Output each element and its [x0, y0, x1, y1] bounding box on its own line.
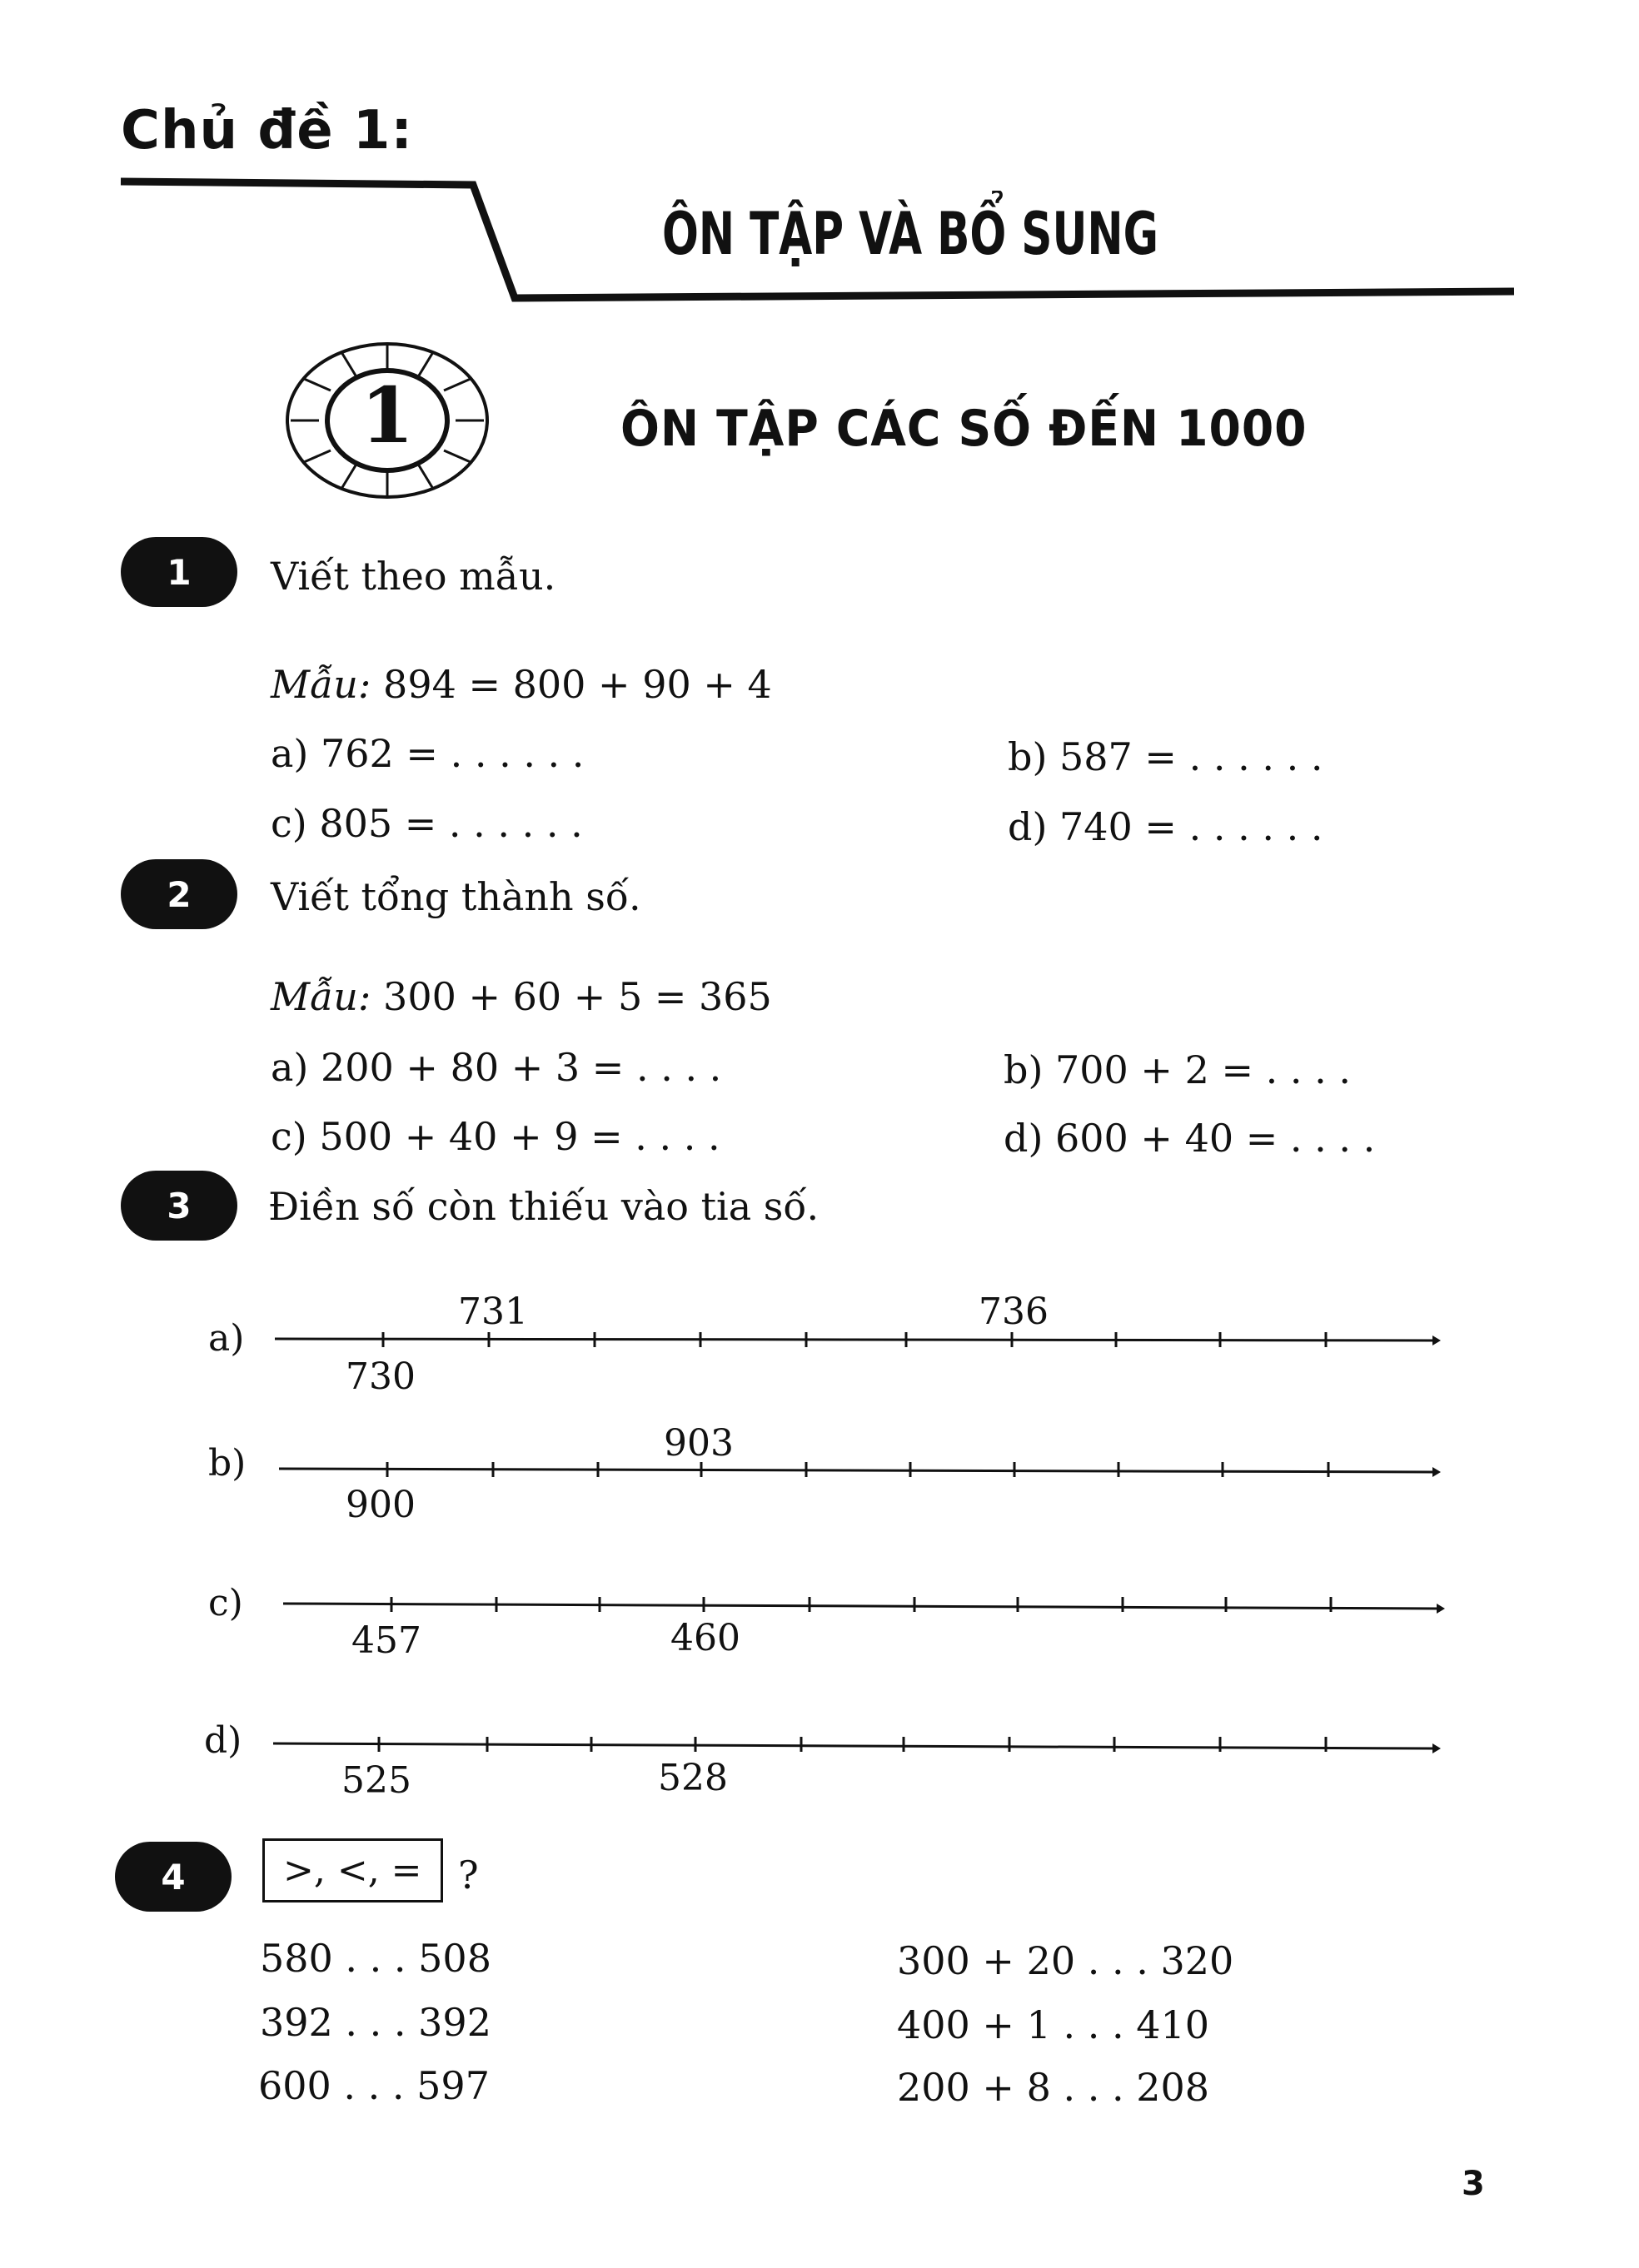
- exercise-2-instruction: Viết tổng thành số.: [271, 874, 641, 919]
- number-line-a-bottom-1: 730: [346, 1355, 416, 1398]
- exercise-1-item-a: a) 762 = . . . . . .: [271, 731, 585, 776]
- comparison-left-3: 600 . . . 597: [258, 2063, 490, 2108]
- exercise-1-instruction: Viết theo mẫu.: [271, 554, 556, 599]
- number-line-b-label: b): [208, 1442, 247, 1485]
- exercise-1-item-b: b) 587 = . . . . . .: [1008, 734, 1323, 779]
- example-label: Mẫu:: [271, 662, 371, 707]
- header-divider: [0, 0, 1639, 333]
- comparison-left-1: 580 . . . 508: [260, 1936, 491, 1981]
- exercise-1-item-d: d) 740 = . . . . . .: [1008, 804, 1323, 849]
- number-line-a-top-2: 736: [979, 1291, 1049, 1333]
- exercise-4-badge: 4: [115, 1842, 232, 1912]
- comparison-right-2: 400 + 1 . . . 410: [897, 2002, 1210, 2047]
- exercise-2-item-d: d) 600 + 40 = . . . .: [1004, 1116, 1376, 1161]
- comparison-right-3: 200 + 8 . . . 208: [897, 2065, 1210, 2110]
- number-line-a-top-1: 731: [458, 1291, 528, 1333]
- comparison-right-1: 300 + 20 . . . 320: [897, 1938, 1234, 1983]
- number-line-a-label: a): [208, 1317, 245, 1360]
- page-number: 3: [1462, 2165, 1485, 2203]
- number-line-b: [0, 1447, 1639, 1497]
- chapter-title: ÔN TẬP VÀ BỔ SUNG: [662, 200, 1159, 268]
- example-text: 300 + 60 + 5 = 365: [383, 974, 772, 1019]
- exercise-2-item-a: a) 200 + 80 + 3 = . . . .: [271, 1045, 722, 1090]
- exercise-3-badge: 3: [121, 1171, 237, 1241]
- exercise-2-item-b: b) 700 + 2 = . . . .: [1004, 1047, 1352, 1092]
- number-line-b-bottom-1: 900: [346, 1484, 416, 1526]
- lesson-number: 1: [360, 371, 414, 460]
- number-line-d: [0, 1722, 1639, 1772]
- question-mark: ?: [458, 1853, 479, 1897]
- lesson-title: ÔN TẬP CÁC SỐ ĐẾN 1000: [620, 400, 1308, 458]
- exercise-1-badge: 1: [121, 537, 237, 607]
- number-line-c-bottom-1: 457: [351, 1619, 421, 1662]
- number-line-a: [0, 1316, 1639, 1365]
- exercise-2-badge: 2: [121, 859, 237, 929]
- number-line-d-label: d): [204, 1719, 242, 1762]
- comparison-left-2: 392 . . . 392: [260, 2000, 491, 2045]
- number-line-d-bottom-2: 528: [658, 1757, 728, 1799]
- number-line-c: [0, 1582, 1639, 1632]
- exercise-1-item-c: c) 805 = . . . . . .: [271, 801, 583, 846]
- number-line-c-label: c): [208, 1582, 243, 1624]
- comparison-signs-box: >, <, =: [262, 1838, 443, 1902]
- exercise-2-item-c: c) 500 + 40 + 9 = . . . .: [271, 1114, 720, 1159]
- example-text: 894 = 800 + 90 + 4: [383, 662, 772, 707]
- example-label: Mẫu:: [271, 974, 371, 1019]
- chapter-label: Chủ đề 1:: [121, 100, 413, 162]
- exercise-2-example: [271, 974, 772, 1019]
- exercise-3-instruction: Điền số còn thiếu vào tia số.: [268, 1184, 820, 1229]
- number-line-d-bottom-1: 525: [341, 1759, 411, 1802]
- number-line-b-top-1: 903: [664, 1422, 734, 1465]
- exercise-1-example: [271, 662, 772, 707]
- number-line-c-bottom-2: 460: [670, 1617, 740, 1659]
